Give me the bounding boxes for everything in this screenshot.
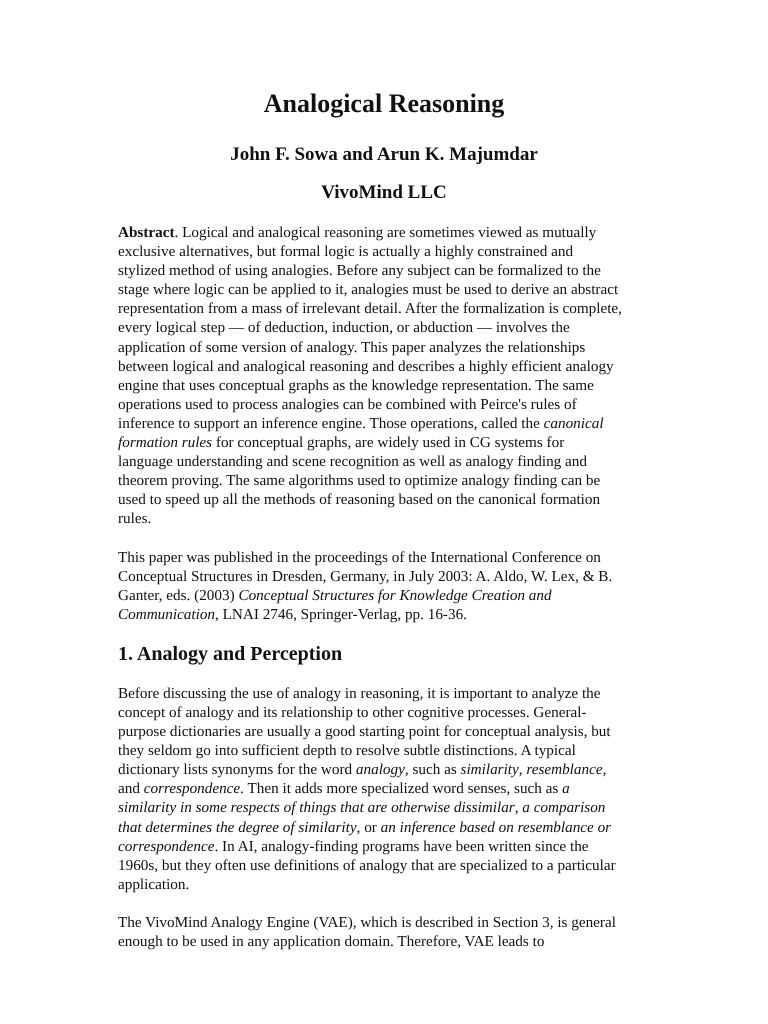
abstract-italic-phrase: canonical formation rules — [118, 414, 604, 452]
abstract-label-suffix: . — [174, 224, 183, 241]
section-paragraph-1-part-7: , or — [356, 818, 381, 836]
section-heading: 1. Analogy and Perception — [118, 642, 343, 665]
term-correspondence: correspondence — [143, 780, 241, 798]
publication-note — [118, 548, 622, 624]
publication-note-part-2: , LNAI 2746, Springer-Verlag, pp. 16-36. — [215, 605, 467, 623]
term-analogy: analogy — [355, 761, 405, 779]
section-paragraph-1 — [118, 684, 622, 894]
affiliation-line: VivoMind LLC — [321, 182, 447, 203]
abstract-label: Abstract — [118, 224, 175, 241]
definition-similarity-in-some-respects: a similarity in some respects of things that are otherwise dissimilar — [118, 780, 570, 817]
term-resemblance: resemblance — [526, 761, 603, 779]
paper-title: Analogical Reasoning — [263, 89, 505, 118]
section-paragraph-1-part-1: Before discussing the use of analogy in reasoning, it is important to analyze the concept of analogy and its relationship to other cognitive processes. General-purpose dictionaries are usually a good starting point for conceptual analysis, but they seldom go into sufficient depth to resolve subtle distinctions. A typical dictionary lists synonyms for the word — [118, 684, 611, 779]
section-paragraph-1-part-3: , — [518, 761, 527, 779]
section-paragraph-1-part-4: , and — [118, 761, 607, 798]
definition-comparison: a comparison that determines the degree of similarity — [118, 799, 606, 836]
section-paragraph-1-part-8: . In AI, analogy-finding programs have been written since the 1960s, but they often use definitions of analogy that are specialized to a particular application. — [118, 837, 616, 893]
abstract-text-part-1: Logical and analogical reasoning are sometimes viewed as mutually exclusive alternatives, but formal logic is actually a highly constrained and stylized method of using analogies. Before any subject can be formalized to the stage where logic can be applied to it, analogies must be used to derive an abstract representation from a mass of irrelevant detail. After the formalization is complete, every logical step — of deduction, induction, or abduction — involves the application of some version of analogy. This paper analyzes the relationships between logical and analogical reasoning and describes a highly efficient analogy engine that uses conceptual graphs as the knowledge representation. The same operations used to process analogies can be combined with Peirce's rules of inference to support an inference engine. Those operations, called the — [118, 224, 622, 432]
abstract-paragraph — [118, 223, 622, 529]
section-paragraph-1-part-5: . Then it adds more specialized word senses, such as — [240, 780, 563, 798]
section-paragraph-1-part-6: , — [514, 799, 523, 817]
author-line: John F. Sowa and Arun K. Majumdar — [230, 144, 538, 165]
publication-note-part-1: This paper was published in the proceedings of the International Conference on Conceptual Structures in Dresden, Germany, in July 2003: A. Aldo, W. Lex, & B. Ganter, eds. (2003) — [118, 548, 613, 604]
term-similarity: similarity — [460, 761, 519, 779]
section-paragraph-2: The VivoMind Analogy Engine (VAE), which is described in Section 3, is general enough to be used in any application domain. Therefore, VAE leads to — [118, 913, 616, 950]
proceedings-title: Conceptual Structures for Knowledge Creation and Communication — [118, 586, 552, 623]
definition-inference: an inference based on resemblance or correspondence — [118, 818, 612, 855]
section-paragraph-1-part-2: , such as — [404, 761, 461, 779]
abstract-text-part-2: for conceptual graphs, are widely used in CG systems for language understanding and scene recognition as well as analogy finding and theorem proving. The same algorithms used to optimize analogy finding can be used to speed up all the methods of reasoning based on the canonical formation rules. — [118, 434, 601, 528]
